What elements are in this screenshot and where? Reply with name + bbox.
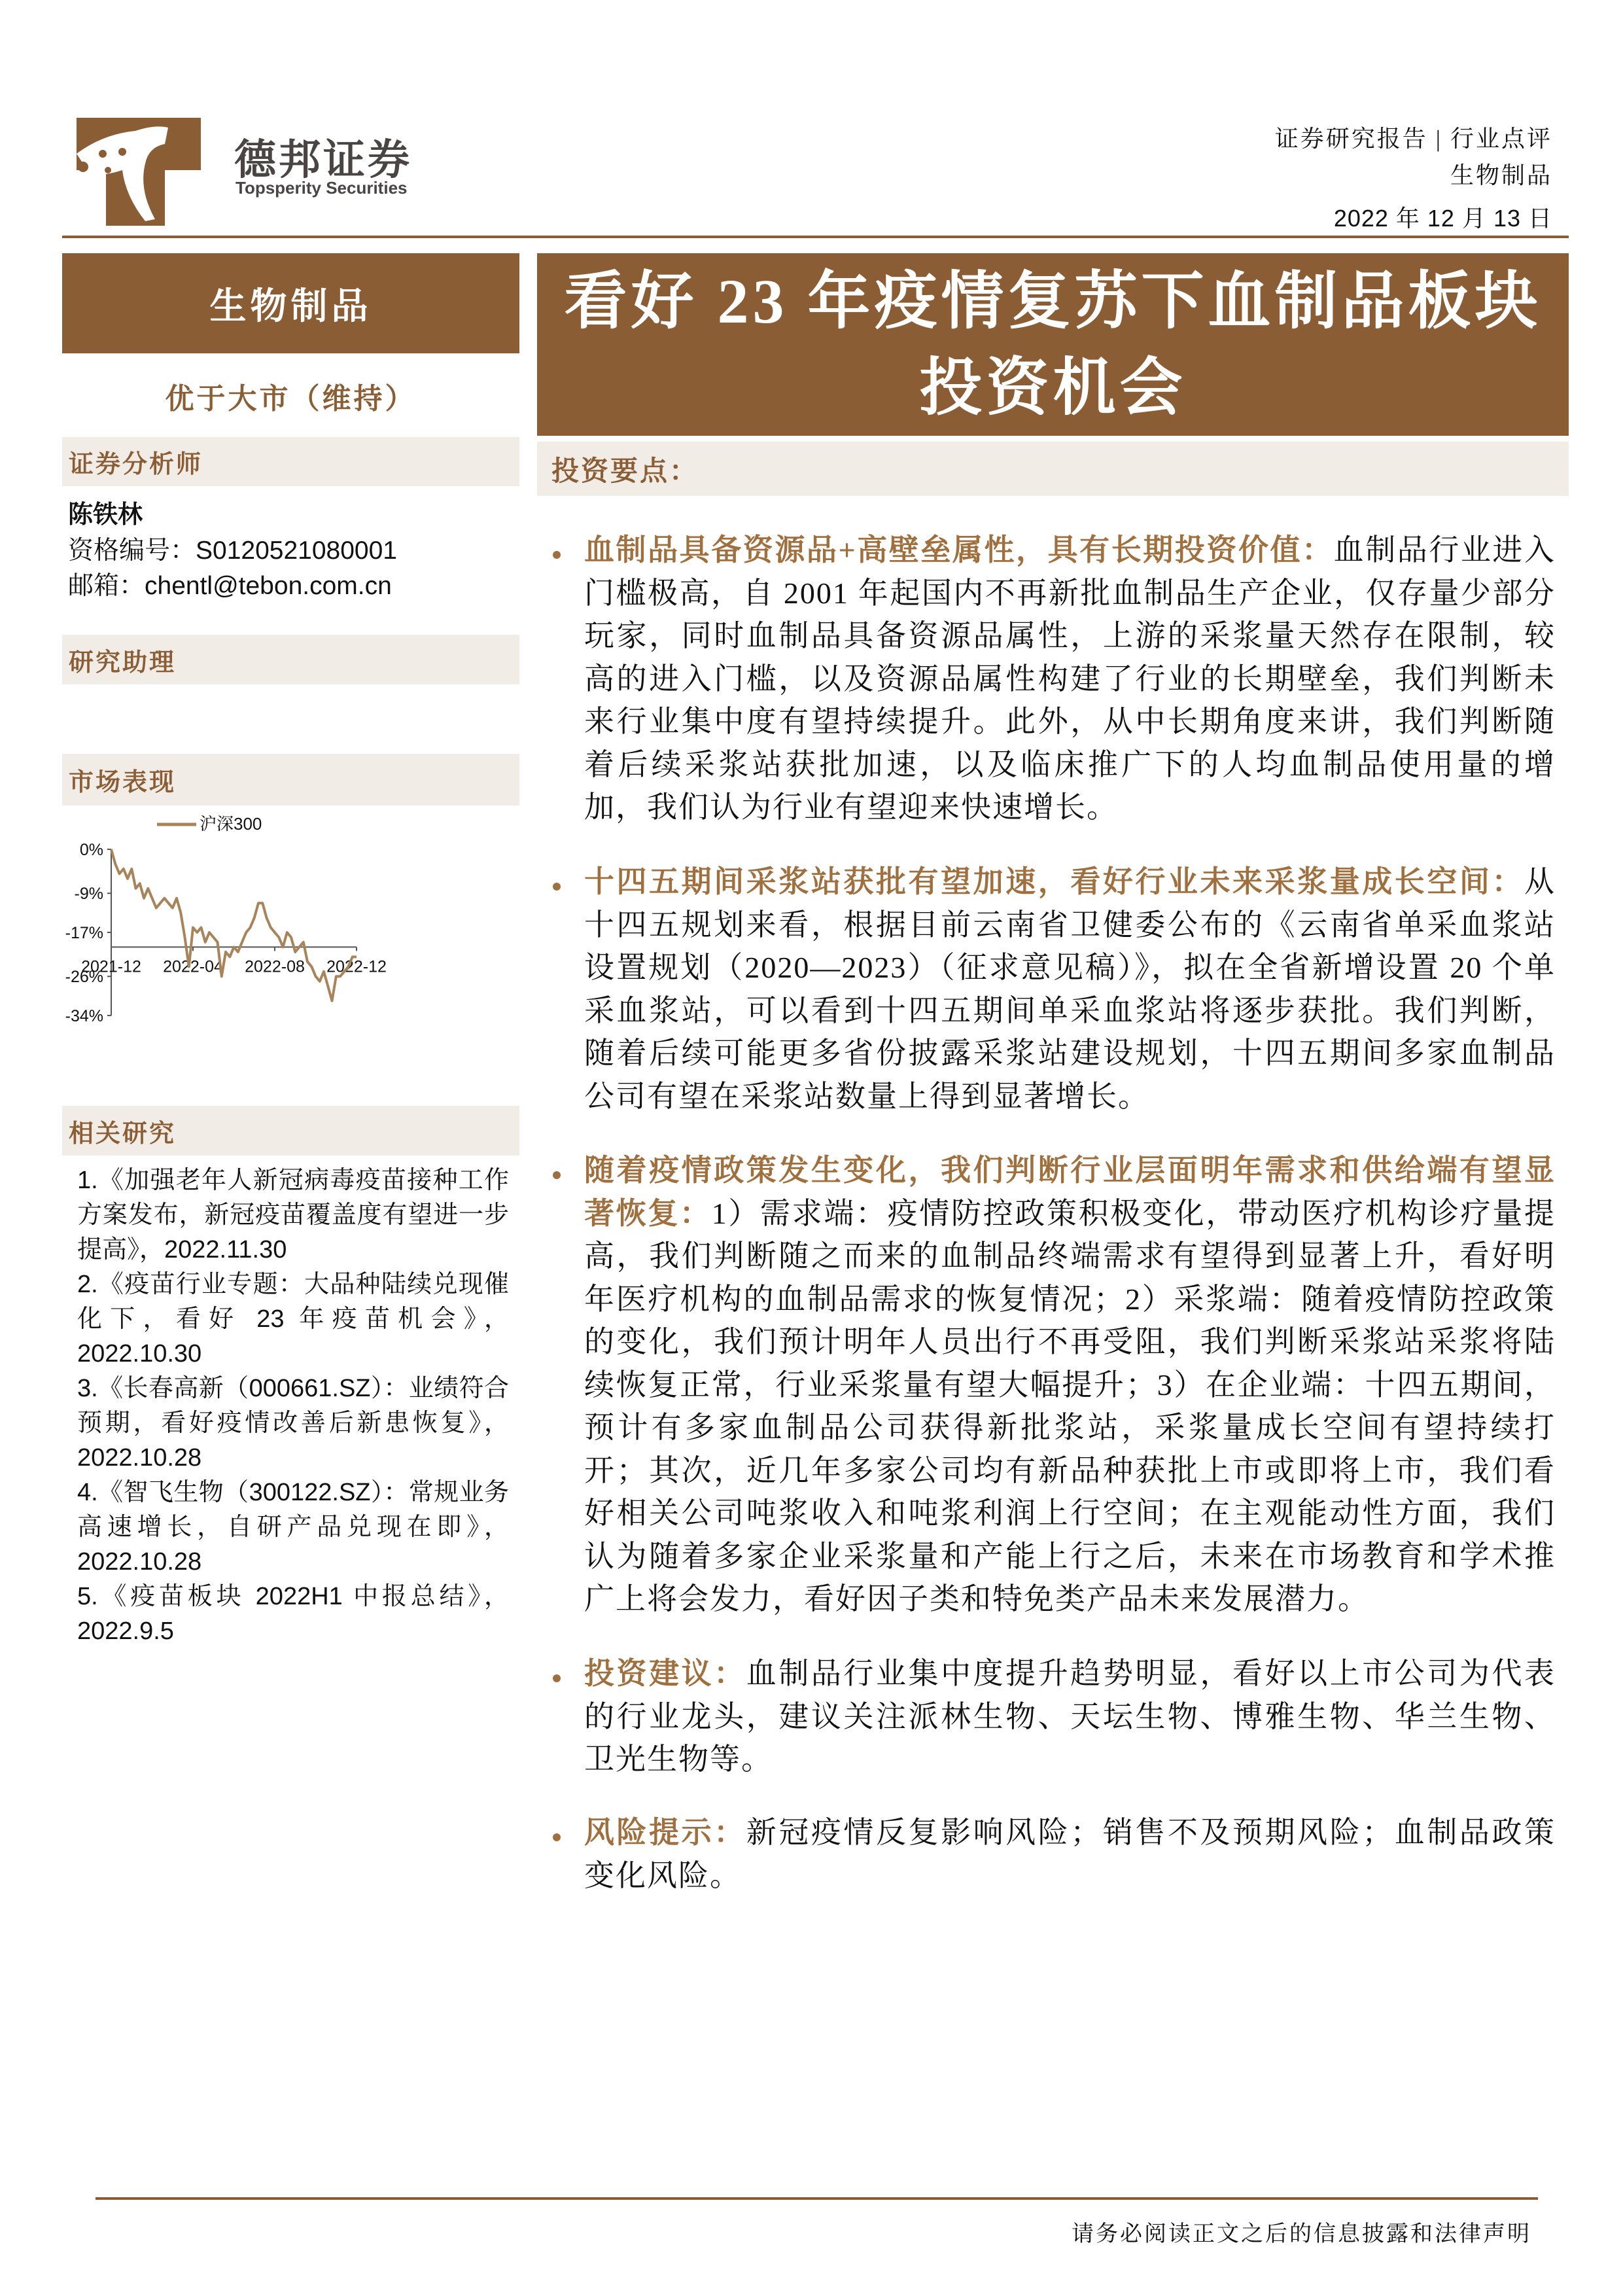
bullet-icon <box>553 1833 561 1841</box>
market-heading: 市场表现 <box>62 754 519 805</box>
bullet-icon <box>553 551 561 559</box>
y-tick-label: -17% <box>65 924 103 942</box>
rating: 优于大市（维持） <box>165 383 417 415</box>
y-tick-label: -34% <box>65 1007 103 1025</box>
key-point: 十四五期间采浆站获批有望加速，看好行业未来采浆量成长空间：从十四五规划来看，根据目前云南省卫健委公布的《云南省单采血浆站设置规划（2020—2023）（征求意见稿）》，拟在全省新增设置 20 个单采血浆站，可以看到十四五期间单采血浆站将逐步获批。我们判断，随着后续可能更多省份披露采浆站建设规划，十四五期间多家血制品公司有望在采浆站数量上得到显著增长。 <box>584 865 1556 1113</box>
header-divider <box>62 236 1569 238</box>
analyst-license: 资格编号：S0120521080001 <box>68 537 397 565</box>
company-logo <box>77 118 201 226</box>
related-item[interactable]: 2.《疫苗行业专题：大品种陆续兑现催化下，看好 23 年疫苗机会》，2022.10.30 <box>77 1271 509 1368</box>
x-tick-label: 2021-12 <box>81 957 141 976</box>
related-item[interactable]: 3.《长春高新（000661.SZ）：业绩符合预期，看好疫情改善后新患恢复》，2022.10.28 <box>77 1375 509 1472</box>
key-points-heading: 投资要点： <box>537 442 1569 496</box>
related-item[interactable]: 1.《加强老年人新冠病毒疫苗接种工作方案发布，新冠疫苗覆盖度有望进一步提高》，2022.11.30 <box>77 1167 509 1263</box>
sector-box <box>62 253 519 353</box>
assistant-heading: 研究助理 <box>62 635 519 684</box>
analyst-email[interactable]: 邮箱：chentl@tebon.com.cn <box>68 572 392 600</box>
y-tick-label: -26% <box>65 968 103 987</box>
bullet-icon <box>553 1674 561 1682</box>
key-point: 投资建议：血制品行业集中度提升趋势明显，看好以上市公司为代表的行业龙头，建议关注派林生物、天坛生物、博雅生物、华兰生物、卫光生物等。 <box>584 1657 1556 1776</box>
related-item[interactable]: 5.《疫苗板块 2022H1 中报总结》，2022.9.5 <box>77 1583 509 1645</box>
report-industry: 生物制品 <box>1450 162 1552 188</box>
y-tick-label: -9% <box>74 885 103 904</box>
key-point: 随着疫情政策发生变化，我们判断行业层面明年需求和供给端有望显著恢复：1）需求端：疫情防控政策积极变化，带动医疗机构诊疗量提高，我们判断随之而来的血制品终端需求有望得到显著上升，看好明年医疗机构的血制品需求的恢复情况；2）采浆端：随着疫情防控政策的变化，我们预计明年人员出行不再受阻，我们判断采浆站采浆将陆续恢复正常，行业采浆量有望大幅提升；3）在企业端：十四五期间，预计有多家血制品公司获得新批浆站，采浆量成长空间有望持续打开；其次，近几年多家公司均有新品种获批上市或即将上市，我们看好相关公司吨浆收入和吨浆利润上行空间；在主观能动性方面，我们认为随着多家企业采浆量和产能上行之后，未来在市场教育和学术推广上将会发力，看好因子类和特免类产品未来发展潜力。 <box>584 1154 1556 1616</box>
market-performance-chart <box>59 811 530 1034</box>
x-tick-label: 2022-04 <box>163 957 223 976</box>
title-box <box>537 253 1569 436</box>
x-tick-label: 2022-12 <box>326 957 387 976</box>
company-name-en: Topsperity Securities <box>236 178 408 198</box>
related-research-list <box>77 1163 509 1649</box>
report-title: 看好 23 年疫情复苏下血制品板块投资机会 <box>564 266 1542 423</box>
related-heading: 相关研究 <box>62 1106 519 1156</box>
series-line-hs300 <box>111 849 357 1001</box>
footer-disclaimer: 请务必阅读正文之后的信息披露和法律声明 <box>1072 2222 1531 2246</box>
key-point: 血制品具备资源品+高壁垒属性，具有长期投资价值：血制品行业进入门槛极高，自 2001 年起国内不再新批血制品生产企业，仅存量少部分玩家，同时血制品具备资源品属性，上游的采浆量天然存在限制，较高的进入门槛，以及资源品属性构建了行业的长期壁垒，我们判断未来行业集中度有望持续提升。此外，从中长期角度来讲，我们判断随着后续采浆站获批加速，以及临床推广下的人均血制品使用量的增加，我们认为行业有望迎来快速增长。 <box>584 533 1556 824</box>
bullet-icon <box>553 883 561 891</box>
report-date: 2022 年 12 月 13 日 <box>1333 205 1552 232</box>
company-name-cn: 德邦证券 <box>234 136 412 183</box>
analyst-heading: 证券分析师 <box>62 437 519 486</box>
report-type: 证券研究报告 | 行业点评 <box>1274 126 1552 152</box>
related-item[interactable]: 4.《智飞生物（300122.SZ）：常规业务高速增长，自研产品兑现在即》，2022.10.28 <box>77 1479 509 1576</box>
bullet-icon <box>553 1171 561 1179</box>
key-point: 风险提示：新冠疫情反复影响风险；销售不及预期风险；血制品政策变化风险。 <box>584 1816 1556 1892</box>
analyst-name: 陈铁林 <box>68 501 143 529</box>
footer-divider <box>96 2197 1538 2200</box>
legend-label: 沪深300 <box>200 814 262 834</box>
sector-label: 生物制品 <box>209 286 372 327</box>
x-tick-label: 2022-08 <box>245 957 305 976</box>
y-tick-label: 0% <box>79 841 103 859</box>
